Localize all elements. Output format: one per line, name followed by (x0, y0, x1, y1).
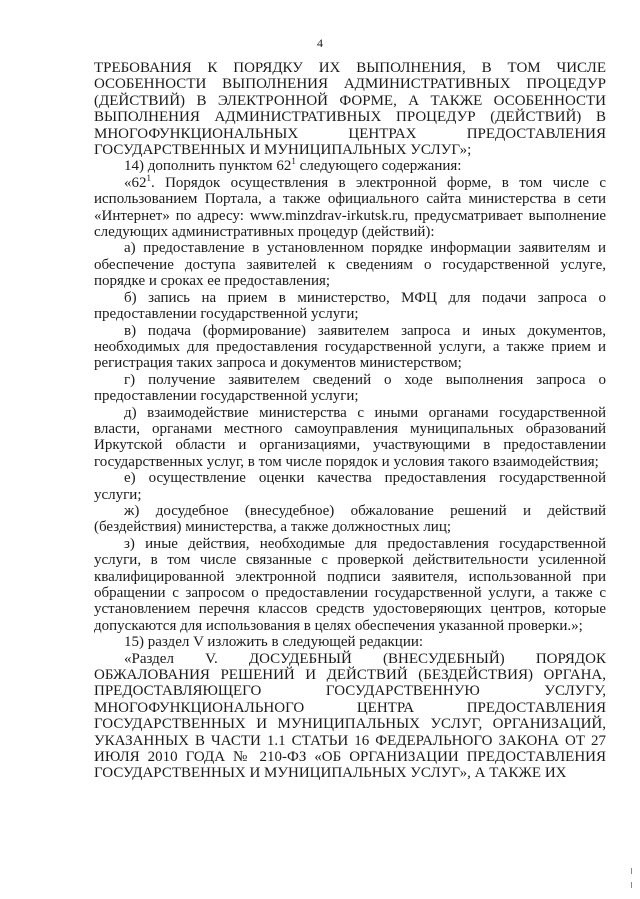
list-item-d: д) взаимодействие министерства с иными органами государственной власти, органами местного самоуправления муниципальных образований Иркутской области и организациями, участвующими в предоставлении государственных услуг, в том числе порядок и условия такого взаимодействия; (94, 404, 606, 470)
section-v-heading: «Раздел V. ДОСУДЕБНЫЙ (ВНЕСУДЕБНЫЙ) ПОРЯДОК ОБЖАЛОВАНИЯ РЕШЕНИЙ И ДЕЙСТВИЙ (БЕЗДЕЙСТВИЯ) ОРГАНА, ПРЕДОСТАВЛЯЮЩЕГО ГОСУДАРСТВЕННУЮ УСЛУГУ, МНОГОФУНКЦИОНАЛЬНОГО ЦЕНТРА ПРЕДОСТАВЛЕНИЯ ГОСУДАРСТВЕННЫХ И МУНИЦИПАЛЬНЫХ УСЛУГ, ОРГАНИЗАЦИЙ, УКАЗАННЫХ В ЧАСТИ 1.1 СТАТЬИ 16 ФЕДЕРАЛЬНОГО ЗАКОНА ОТ 27 ИЮЛЯ 2010 ГОДА № 210-ФЗ «ОБ ОРГАНИЗАЦИИ ПРЕДОСТАВЛЕНИЯ ГОСУДАРСТВЕННЫХ И МУНИЦИПАЛЬНЫХ УСЛУГ», А ТАКЖЕ ИХ (94, 650, 606, 782)
clause-62-1 (94, 172, 606, 241)
text-fragment: . Порядок осуществления в электронной форме, в том числе с использованием Портала, а также официального сайта министерства в сети «Интернет» по адресу: www.minzdrav-irkutsk.ru, предусматривает выполнение следующих административных процедур (действий): (94, 174, 606, 241)
page-number: 4 (317, 36, 323, 50)
list-item-e: е) осуществление оценки качества предоставления государственной услуги; (94, 470, 606, 503)
superscript: 1 (146, 172, 151, 183)
list-item-v: в) подача (формирование) заявителем запроса и иных документов, необходимых для предоставления государственной услуги, а также прием и регистрация таких запроса и документов министерством; (94, 322, 606, 372)
amendment-item-15: 15) раздел V изложить в следующей редакции: (124, 634, 424, 651)
scan-mark (631, 882, 632, 888)
superscript: 1 (291, 156, 296, 167)
list-item-b: б) запись на прием в министерство, МФЦ для подачи запроса о предоставлении государственной услуги; (94, 289, 606, 323)
list-item-a: а) предоставление в установленном порядке информации заявителям и обеспечение доступа заявителей к сведениям о государственной услуге, порядке и сроках ее предоставления; (94, 240, 606, 290)
document-body (94, 60, 606, 782)
text-fragment: «62 (124, 174, 147, 191)
list-item-z: з) иные действия, необходимые для предоставления государственной услуги, в том числе связанные с проверкой действительности усиленной квалифицированной электронной подписи заявителя, использованной при обращении с запросом о предоставлении государственной услуги, а также с установлением перечня классов средств удостоверяющих центров, которые допускаются для использования в целях обеспечения указанной проверки.»; (94, 535, 606, 634)
list-item-g: г) получение заявителем сведений о ходе выполнения запроса о предоставлении государственной услуги; (94, 371, 606, 405)
amendment-item-14 (94, 158, 606, 174)
text-fragment: 14) дополнить пунктом 62 (124, 158, 292, 175)
section-title-continuation: ТРЕБОВАНИЯ К ПОРЯДКУ ИХ ВЫПОЛНЕНИЯ, В ТОМ ЧИСЛЕ ОСОБЕННОСТИ ВЫПОЛНЕНИЯ АДМИНИСТРАТИВНЫХ ПРОЦЕДУР (ДЕЙСТВИЙ) В ЭЛЕКТРОННОЙ ФОРМЕ, А ТАКЖЕ ОСОБЕННОСТИ ВЫПОЛНЕНИЯ АДМИНИСТРАТИВНЫХ ПРОЦЕДУР (ДЕЙСТВИЙ) В МНОГОФУНКЦИОНАЛЬНЫХ ЦЕНТРАХ ПРЕДОСТАВЛЕНИЯ ГОСУДАРСТВЕННЫХ И МУНИЦИПАЛЬНЫХ УСЛУГ»; (94, 60, 606, 159)
list-item-zh: ж) досудебное (внесудебное) обжалование решений и действий (бездействия) министерства, а также должностных лиц; (94, 502, 606, 536)
scan-mark (631, 868, 632, 874)
text-fragment: следующего содержания: (295, 158, 462, 175)
